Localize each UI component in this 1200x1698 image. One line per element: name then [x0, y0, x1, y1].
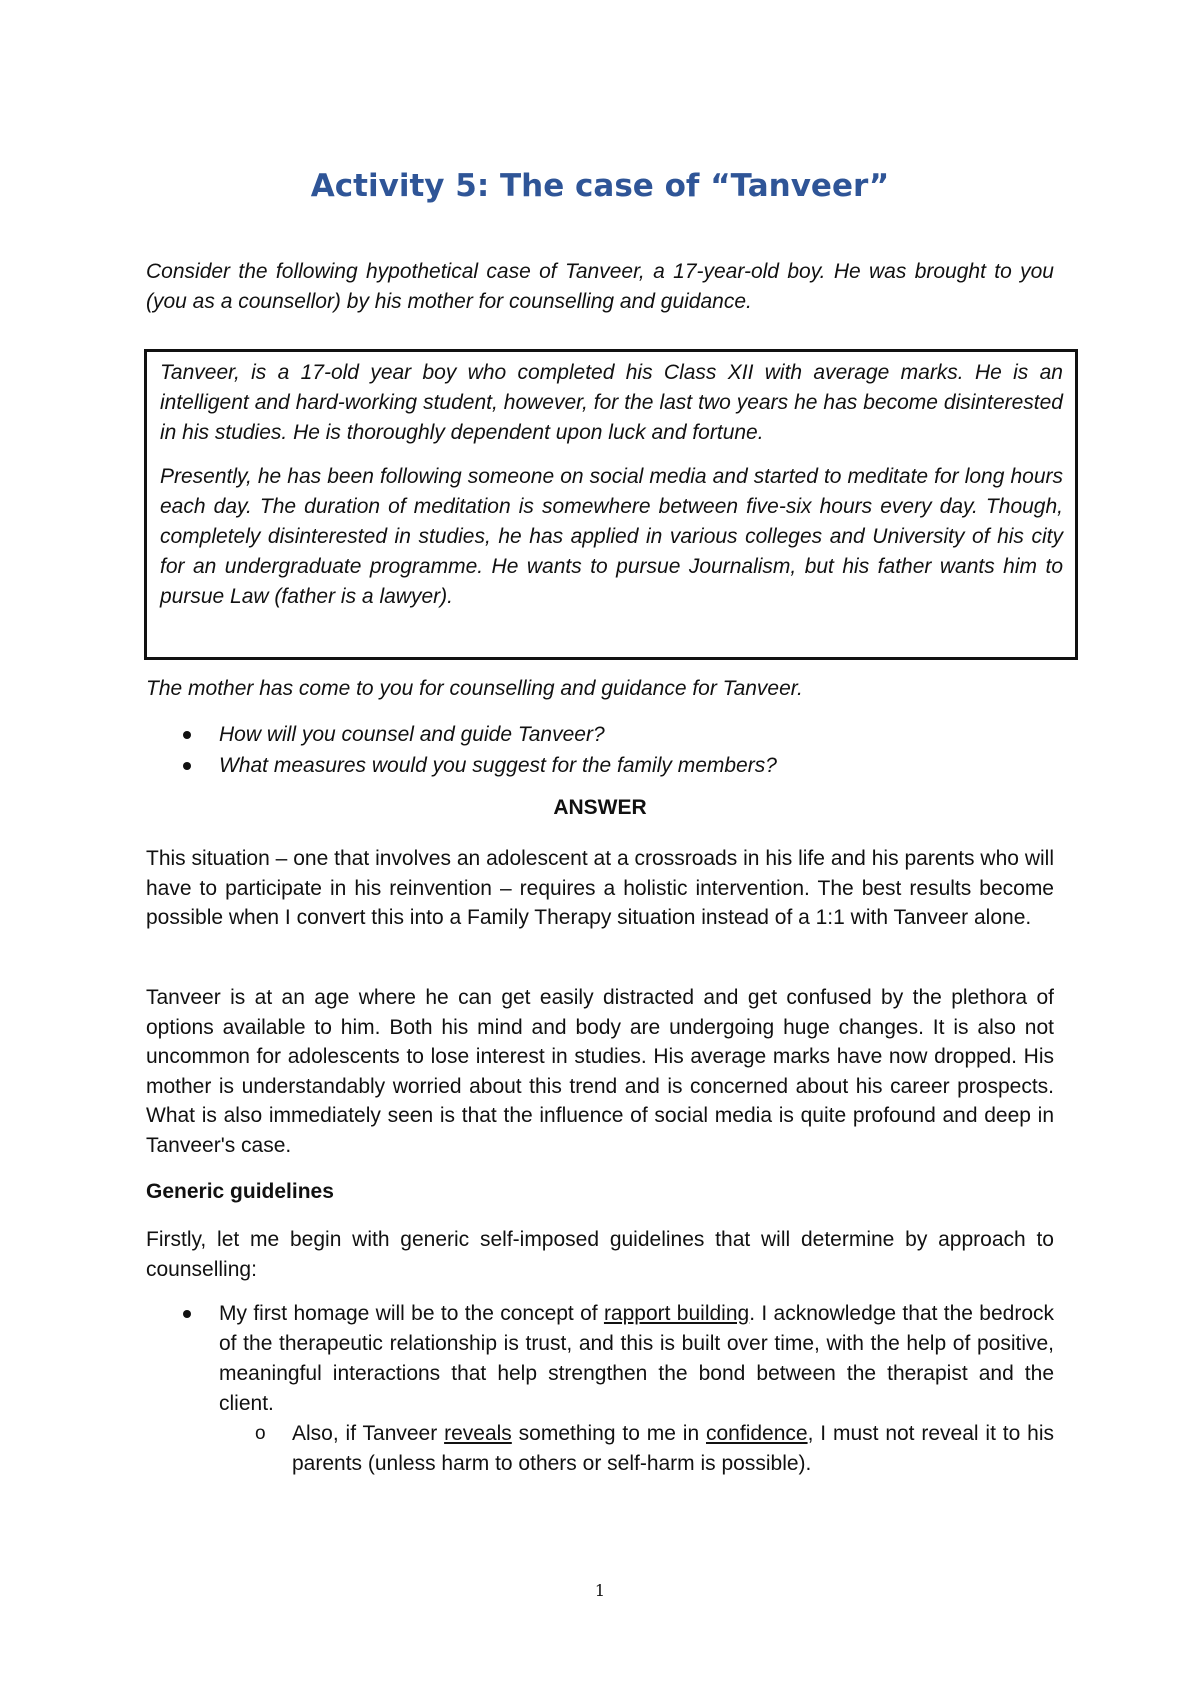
guideline-text-before: My first homage will be to the concept of	[219, 1302, 604, 1325]
circle-bullet-icon: o	[255, 1423, 266, 1444]
mother-line: The mother has come to you for counselling and guidance for Tanveer.	[146, 677, 803, 700]
sub-guideline-list	[219, 1419, 1054, 1479]
page-number: 1	[594, 1581, 606, 1600]
guideline-text-after: . I acknowledge that the bedrock of the therapeutic relationship is trust, and this is built over time, with the help of positive, meaningful interactions that help strengthen the bond between the therapist and the client.	[219, 1302, 1055, 1415]
answer-heading: ANSWER	[553, 796, 647, 819]
sub-text-middle: something to me in	[511, 1422, 706, 1445]
bullet-icon	[183, 731, 191, 739]
guideline-list	[146, 1299, 1054, 1479]
question-item	[146, 719, 1054, 750]
guideline-item	[146, 1299, 1054, 1479]
intro-paragraph: Consider the following hypothetical case of Tanveer, a 17-year-old boy. He was brought to you (you as a counsellor) by his mother for counselling and guidance.	[146, 260, 1054, 313]
case-paragraph-1: Tanveer, is a 17-old year boy who completed his Class XII with average marks. He is an intelligent and hard-working student, however, for the last two years he has become disinterested in his studies. He is thoroughly dependent upon luck and fortune.	[160, 361, 1063, 444]
rapport-building-term: rapport building	[603, 1302, 750, 1325]
question-list	[146, 719, 1054, 781]
sub-text-after: , I must not reveal it to his parents (unless harm to others or self-harm is possible).	[292, 1422, 1054, 1475]
case-paragraph-2: Presently, he has been following someone on social media and started to meditate for long hours each day. The duration of meditation is somewhere between five-six hours every day. Though, completely disinterested in studies, he has applied in various colleges and University of his city for an undergraduate programme. He wants to pursue Journalism, but his father wants him to pursue Law (father is a lawyer).	[160, 465, 1063, 608]
answer-paragraph-1: This situation – one that involves an adolescent at a crossroads in his life and his parents who will have to participate in his reinvention – requires a holistic intervention. The best results become possible when I convert this into a Family Therapy situation instead of a 1:1 with Tanveer alone.	[146, 847, 1054, 929]
answer-paragraph-2: Tanveer is at an age where he can get easily distracted and get confused by the plethora of options available to him. Both his mind and body are undergoing huge changes. It is also not uncommon for adolescents to lose interest in studies. His average marks have now dropped. His mother is understandably worried about this trend and is concerned about his career prospects. What is also immediately seen is that the influence of social media is quite profound and deep in Tanveer's case.	[146, 986, 1054, 1157]
case-box	[144, 349, 1078, 660]
question-text: How will you counsel and guide Tanveer?	[219, 723, 605, 746]
sub-text-before: Also, if Tanveer	[292, 1422, 445, 1445]
bullet-icon	[183, 1310, 191, 1318]
reveals-term: reveals	[444, 1422, 512, 1445]
page-title: Activity 5: The case of “Tanveer”	[310, 168, 890, 204]
generic-guidelines-heading: Generic guidelines	[146, 1180, 334, 1203]
generic-intro-paragraph: Firstly, let me begin with generic self-imposed guidelines that will determine by approach to counselling:	[146, 1228, 1054, 1281]
question-text: What measures would you suggest for the family members?	[219, 754, 777, 777]
question-item	[146, 750, 1054, 781]
bullet-icon	[183, 762, 191, 770]
sub-guideline-item	[219, 1419, 1054, 1479]
confidence-term: confidence	[706, 1422, 808, 1445]
